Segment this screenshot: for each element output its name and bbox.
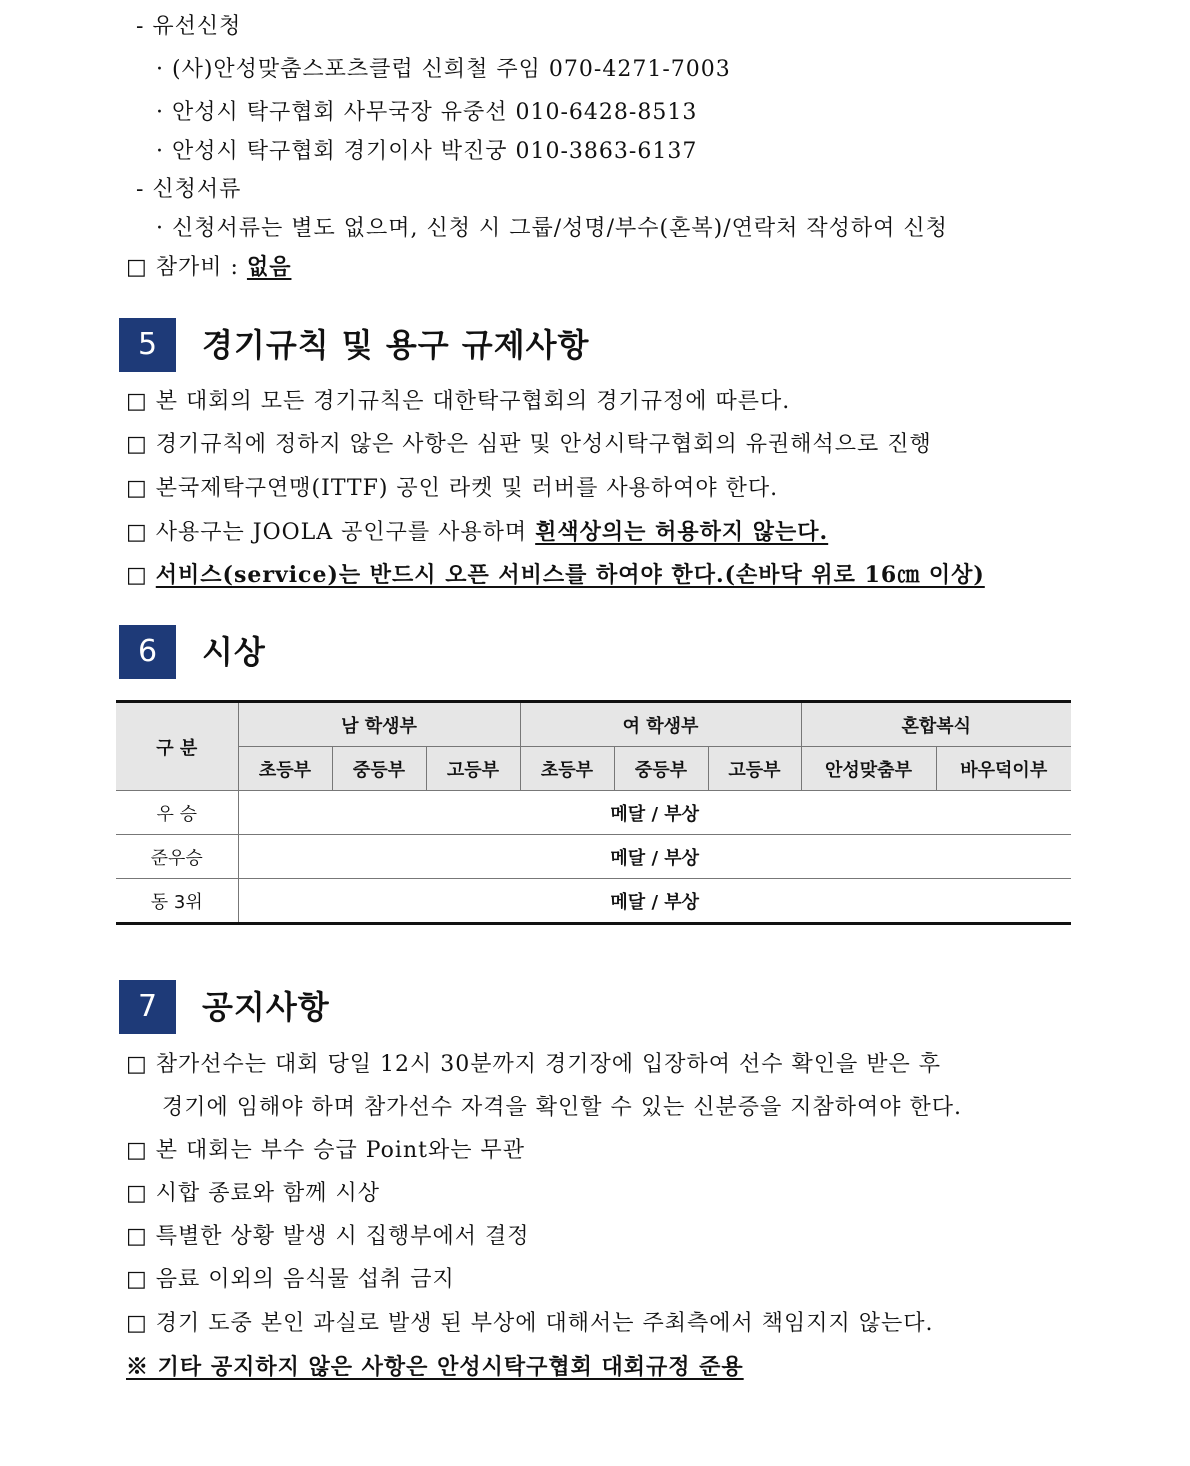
phone-registration-heading: - 유선신청 xyxy=(136,14,242,39)
subheader: 고등부 xyxy=(708,747,801,791)
participation-fee xyxy=(126,253,291,282)
notice-item-3: □ 시합 종료와 함께 시상 xyxy=(126,1181,381,1206)
row-label: 우 승 xyxy=(116,791,238,835)
row-label: 동 3위 xyxy=(116,879,238,924)
notice-item-1: □ 참가선수는 대회 당일 12시 30분까지 경기장에 입장하여 선수 확인을 받은 후 xyxy=(126,1052,942,1077)
rule-item-5 xyxy=(126,561,985,590)
row-value: 메달 / 부상 xyxy=(238,879,1071,924)
rule-item-5-box: □ xyxy=(126,563,156,588)
subheader: 고등부 xyxy=(426,747,520,791)
group-header-female: 여 학생부 xyxy=(520,702,801,747)
section-7-title: 공지사항 xyxy=(202,988,330,1026)
subheader: 중등부 xyxy=(332,747,426,791)
contact-2: · 안성시 탁구협회 사무국장 유중선 010-6428-8513 xyxy=(156,100,698,125)
subheader: 안성맞춤부 xyxy=(801,747,936,791)
group-header-male: 남 학생부 xyxy=(238,702,520,747)
rule-item-3: □ 본국제탁구연맹(ITTF) 공인 라켓 및 러버를 사용하여야 한다. xyxy=(126,476,779,501)
row-value: 메달 / 부상 xyxy=(238,791,1071,835)
subheader: 초등부 xyxy=(238,747,332,791)
table-corner-header: 구 분 xyxy=(116,702,238,791)
row-label: 준우승 xyxy=(116,835,238,879)
rule-item-1: □ 본 대회의 모든 경기규칙은 대한탁구협회의 경기규정에 따른다. xyxy=(126,389,791,414)
documents-text: · 신청서류는 별도 없으며, 신청 시 그룹/성명/부수(혼복)/연락처 작성하여 신청 xyxy=(156,216,948,241)
section-5-number: 5 xyxy=(119,318,176,372)
fee-value: 없음 xyxy=(246,254,292,280)
documents-heading: - 신청서류 xyxy=(136,177,242,202)
notice-item-1-cont: 경기에 임해야 하며 참가선수 자격을 확인할 수 있는 신분증을 지참하여야 한다. xyxy=(162,1095,962,1120)
rule-item-2: □ 경기규칙에 정하지 않은 사항은 심판 및 안성시탁구협회의 유권해석으로 진행 xyxy=(126,432,932,457)
notice-item-5: □ 음료 이외의 음식물 섭취 금지 xyxy=(126,1267,455,1292)
contact-1: · (사)안성맞춤스포츠클럽 신희철 주임 070-4271-7003 xyxy=(156,57,731,82)
row-value: 메달 / 부상 xyxy=(238,835,1071,879)
section-5-title: 경기규칙 및 용구 규제사항 xyxy=(202,326,590,364)
table-row xyxy=(116,791,1071,835)
subheader: 초등부 xyxy=(520,747,614,791)
rule-item-4-emphasis: 흰색상의는 허용하지 않는다. xyxy=(535,519,829,545)
group-header-mixed: 혼합복식 xyxy=(801,702,1071,747)
section-7-number: 7 xyxy=(119,980,176,1034)
awards-table xyxy=(116,700,1071,925)
table-row xyxy=(116,879,1071,924)
rule-item-4-text: □ 사용구는 JOOLA 공인구를 사용하며 xyxy=(126,520,536,545)
notice-item-4: □ 특별한 상황 발생 시 집행부에서 결정 xyxy=(126,1224,530,1249)
notice-item-6: □ 경기 도중 본인 과실로 발생 된 부상에 대해서는 주최측에서 책임지지 않는다. xyxy=(126,1311,934,1336)
section-6-number: 6 xyxy=(119,625,176,679)
section-6-title: 시상 xyxy=(202,633,266,671)
subheader: 중등부 xyxy=(614,747,708,791)
contact-3: · 안성시 탁구협회 경기이사 박진궁 010-3863-6137 xyxy=(156,139,698,164)
rule-item-4 xyxy=(126,518,828,547)
notice-item-2: □ 본 대회는 부수 승급 Point와는 무관 xyxy=(126,1138,525,1163)
table-row xyxy=(116,835,1071,879)
footnote: ※ 기타 공지하지 않은 사항은 안성시탁구협회 대회규정 준용 xyxy=(126,1354,744,1380)
rule-item-5-emphasis: 서비스(service)는 반드시 오픈 서비스를 하여야 한다.(손바닥 위로 16㎝ 이상) xyxy=(155,562,985,588)
subheader: 바우덕이부 xyxy=(936,747,1071,791)
fee-label: □ 참가비 : xyxy=(126,255,247,280)
